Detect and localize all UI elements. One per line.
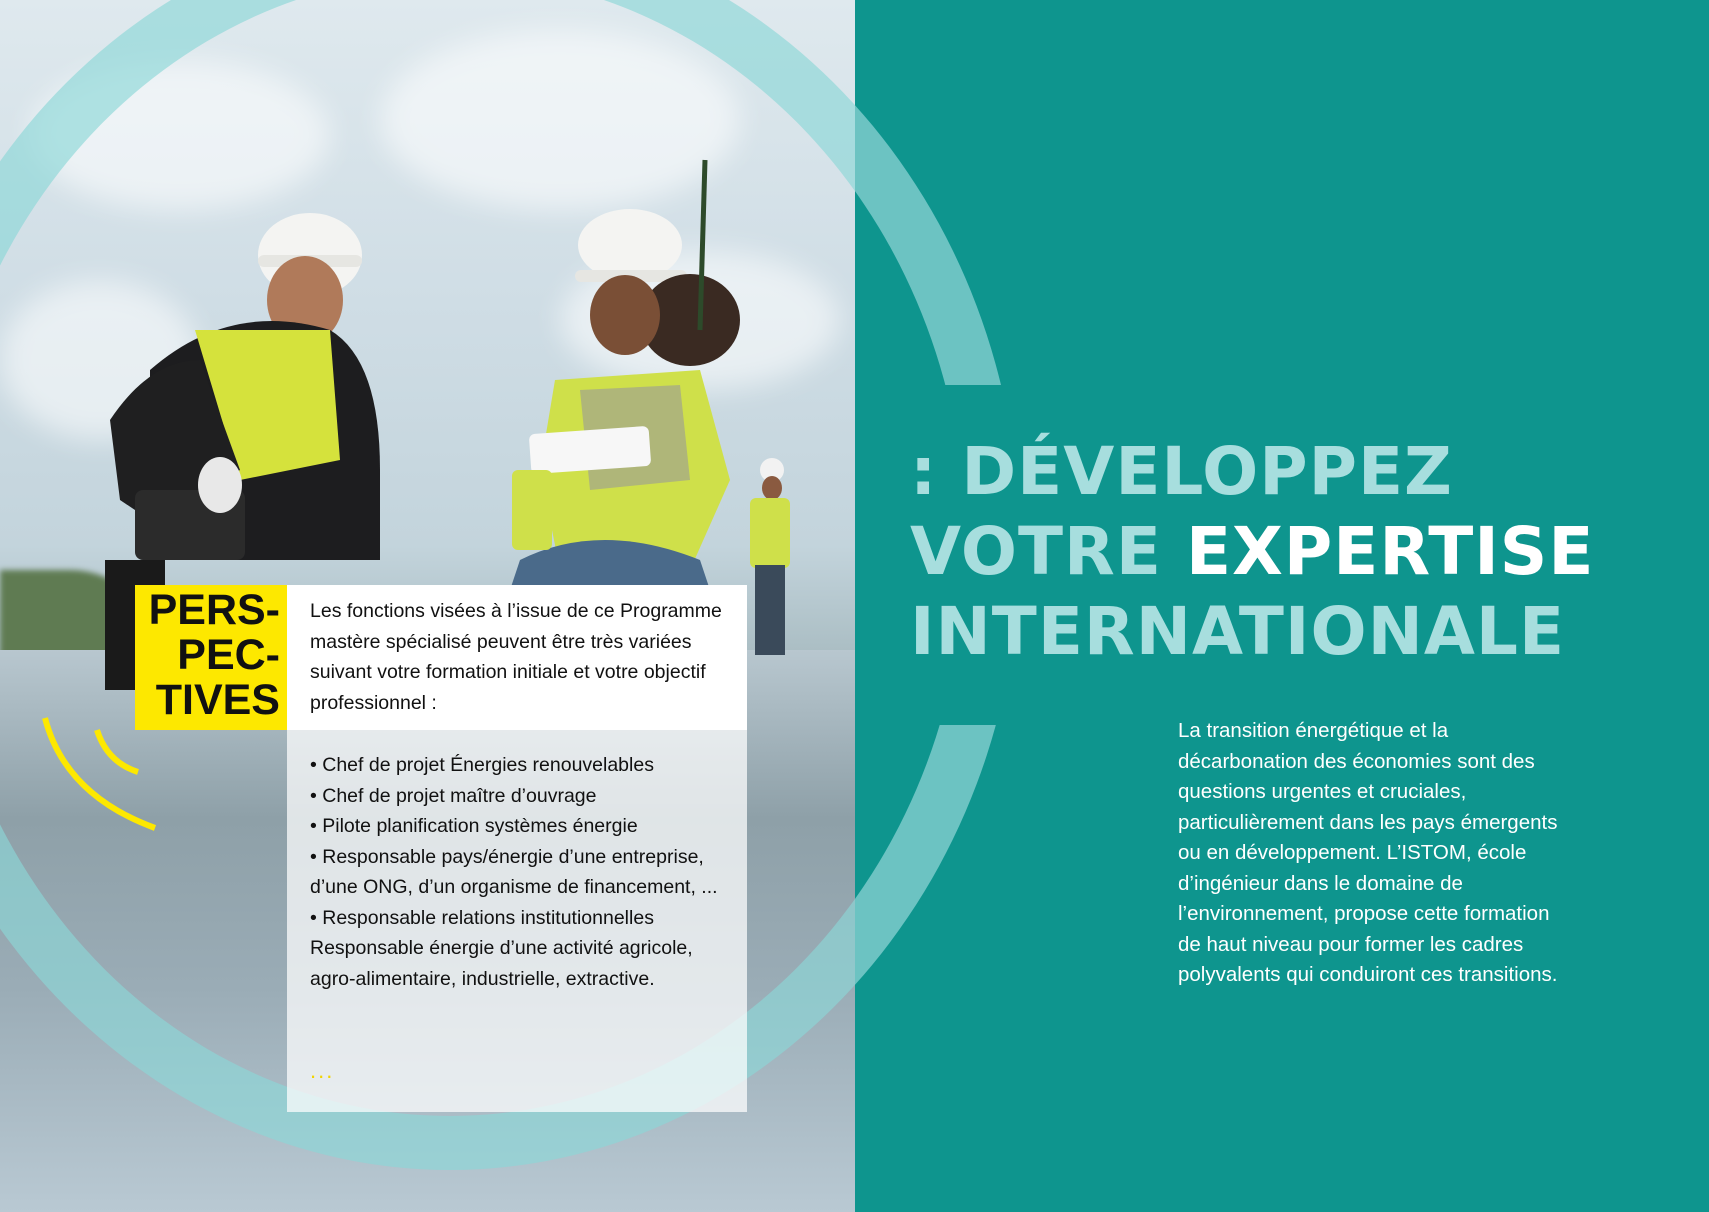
badge-line-1: PERS-	[148, 586, 280, 634]
list-item: • Responsable relations institutionnelles Responsable énergie d’une activité agricole, agro-alimentaire, industrielle, extractive.	[310, 906, 693, 990]
headline-line-3: INTERNATIONALE	[910, 593, 1566, 670]
perspectives-title	[140, 588, 280, 723]
intro-paragraph	[1178, 716, 1568, 991]
ellipsis: ...	[310, 1058, 335, 1083]
list-item: • Pilote planification systèmes énergie	[310, 815, 638, 837]
paragraph-text: La transition énergétique et la décarbonation des économies sont des questions urgentes et cruciales, particulièrement dans les pays émergents ou en développement. L’ISTOM, école d’ingénieur dans le domaine de l’environnement, propose cette formation de haut niveau pour former les cadres polyvalents qui conduiront ces transitions.	[1178, 719, 1558, 986]
badge-line-2: PEC-	[177, 631, 280, 679]
list-item: • Responsable pays/énergie d’une entreprise, d’une ONG, d’un organisme de financement, ...	[310, 845, 718, 898]
list-item: • Chef de projet Énergies renouvelables	[310, 754, 654, 776]
perspectives-intro: Les fonctions visées à l’issue de ce Programme mastère spécialisé peuvent être très variées suivant votre formation initiale et votre objectif professionnel :	[310, 600, 722, 714]
headline-line-2b: EXPERTISE	[1185, 513, 1595, 590]
badge-line-3: TIVES	[155, 676, 280, 724]
headline	[910, 432, 1594, 672]
list-item: • Chef de projet maître d’ouvrage	[310, 784, 597, 807]
headline-line-1: : DÉVELOPPEZ	[910, 433, 1453, 510]
yellow-arcs-decoration	[35, 710, 165, 840]
headline-line-2a: VOTRE	[910, 513, 1162, 590]
job-list	[310, 750, 740, 994]
